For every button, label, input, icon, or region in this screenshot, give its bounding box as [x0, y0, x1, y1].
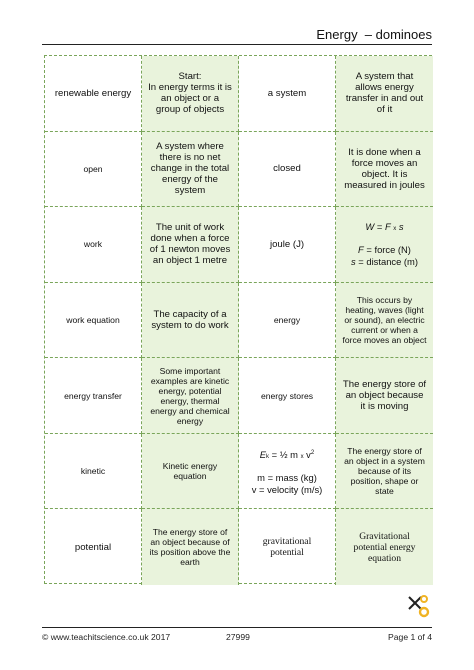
scissors-icon — [403, 594, 431, 618]
page-number: Page 1 of 4 — [388, 632, 432, 642]
card-text: Some important examples are kinetic energy, potential energy, thermal energy and chemical energy — [150, 365, 230, 426]
card-text: The energy store of an object because of its position above the earth — [149, 527, 231, 568]
card-text: work equation — [66, 314, 120, 325]
card-text: The capacity of a system to do work — [151, 308, 229, 331]
card-text: work — [83, 239, 103, 250]
domino-card-work-equation — [45, 283, 142, 359]
resource-code: 27999 — [226, 632, 250, 642]
card-text: energy transfer — [64, 390, 122, 401]
card-text: open — [83, 163, 103, 174]
formula-line: Ek = ½ m x $v^2$ — [259, 448, 315, 460]
domino-card-energy-transfer-definition — [336, 283, 433, 359]
card-text: Kinetic energy equation — [162, 461, 218, 482]
domino-card-energy-stores-definition — [142, 358, 239, 434]
footer-divider — [42, 627, 432, 628]
card-text: Gravitational potential energy equation — [353, 530, 416, 564]
domino-card-kinetic-equation — [142, 434, 239, 510]
card-text: A system where there is no net change in the total energy of the system — [150, 141, 230, 197]
formula-legend-distance: s = distance (m) — [351, 255, 418, 267]
domino-card-open-definition — [336, 56, 433, 132]
domino-card-open — [45, 132, 142, 208]
card-text: renewable energy — [54, 87, 132, 99]
domino-card-kinetic-formula — [239, 434, 336, 510]
card-text: kinetic — [80, 466, 106, 477]
domino-card-energy-stores — [239, 358, 336, 434]
card-text: It is done when a force moves an object. It is measured in joules — [344, 146, 425, 191]
card-text: The energy store of an object in a system because of its position, shape or state — [344, 446, 425, 497]
domino-card-work — [45, 207, 142, 283]
card-text: The unit of work done when a force of 1 newton moves an object 1 metre — [149, 222, 231, 267]
card-text: In energy terms it is an object or a group of objects — [148, 82, 232, 116]
domino-card-renewable-energy — [45, 56, 142, 132]
domino-grid — [44, 55, 432, 584]
formula-legend-force: F = force (N) — [358, 243, 411, 255]
card-text: gravitational potential — [262, 536, 312, 559]
formula-legend-velocity: v = velocity (m/s) — [251, 483, 323, 495]
domino-card-energy-transfer — [45, 358, 142, 434]
domino-card-gpe-definition — [142, 509, 239, 585]
card-text: energy — [273, 314, 301, 325]
card-text: energy stores — [260, 390, 314, 401]
domino-card-work-definition — [336, 132, 433, 208]
card-text: potential — [74, 541, 112, 553]
header-divider — [42, 44, 432, 45]
card-start-label: Start: — [178, 71, 202, 83]
domino-card-gravitational-potential — [239, 509, 336, 585]
domino-card-gpe-equation — [336, 509, 433, 585]
domino-card-energy-definition — [142, 283, 239, 359]
domino-card-kinetic-definition — [336, 358, 433, 434]
domino-card-energy — [239, 283, 336, 359]
copyright-text: © www.teachitscience.co.uk 2017 — [42, 632, 171, 642]
domino-card-a-system — [239, 56, 336, 132]
card-text: This occurs by heating, waves (light or sound), an electric current or when a force moves an object — [342, 294, 427, 345]
domino-card-closed-definition — [142, 132, 239, 208]
domino-card-work-equation-formula — [336, 207, 433, 283]
domino-card-closed — [239, 132, 336, 208]
domino-card-start — [142, 56, 239, 132]
domino-card-kinetic — [45, 434, 142, 510]
domino-card-joule — [239, 207, 336, 283]
card-text: closed — [273, 163, 301, 175]
card-text: joule (J) — [269, 238, 305, 250]
card-text: The energy store of an object because it is moving — [342, 379, 427, 413]
formula-line: W = F x s — [365, 220, 404, 232]
domino-card-joule-definition — [142, 207, 239, 283]
domino-card-potential-definition — [336, 434, 433, 510]
card-text: a system — [267, 87, 307, 99]
domino-card-potential — [45, 509, 142, 585]
formula-legend-mass: m = mass (kg) — [257, 471, 317, 483]
page-title: Energy – dominoes — [316, 27, 432, 42]
card-text: A system that allows energy transfer in and out of it — [345, 71, 424, 116]
